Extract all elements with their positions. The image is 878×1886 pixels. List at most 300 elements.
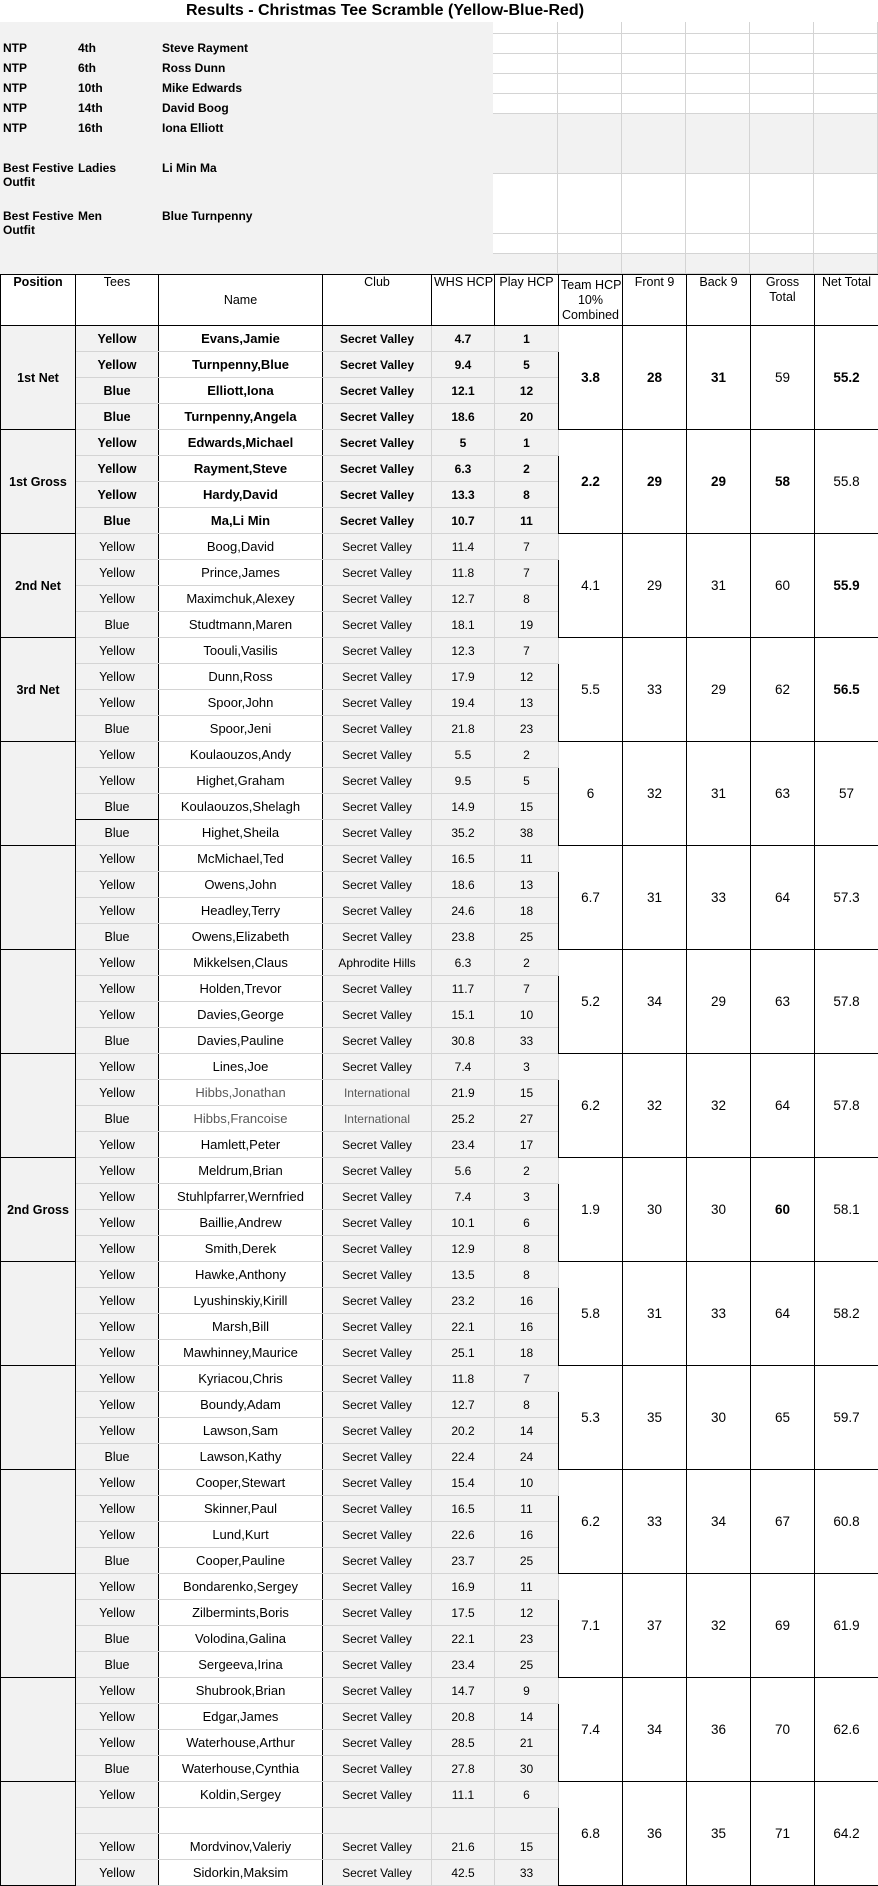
header-gross-total <box>751 275 815 326</box>
back9-cell: 35 <box>687 1782 751 1886</box>
results-table <box>0 274 878 1886</box>
whs-hcp-cell: 7.4 <box>432 1054 495 1080</box>
club-cell: Secret Valley <box>323 534 432 560</box>
club-cell: Secret Valley <box>323 716 432 742</box>
play-hcp-cell: 14 <box>495 1704 559 1730</box>
tee-cell: Yellow <box>76 872 159 898</box>
table-row <box>1 326 878 352</box>
position-cell <box>1 1366 76 1470</box>
club-cell: Secret Valley <box>323 1158 432 1184</box>
club-cell: Secret Valley <box>323 1470 432 1496</box>
club-cell: Aphrodite Hills <box>323 950 432 976</box>
play-hcp-cell: 3 <box>495 1054 559 1080</box>
net-total-cell: 64.2 <box>815 1782 878 1886</box>
back9-cell: 36 <box>687 1678 751 1782</box>
festive-label: Best Festive Outfit <box>3 209 74 237</box>
grid-cell <box>493 94 558 114</box>
table-row <box>1 846 878 872</box>
grid-cell <box>814 114 878 174</box>
back9-cell: 30 <box>687 1366 751 1470</box>
header-whs-hcp: WHS HCP <box>432 275 495 326</box>
tee-cell: Blue <box>76 1028 159 1054</box>
tee-cell: Yellow <box>76 482 159 508</box>
club-cell: Secret Valley <box>323 664 432 690</box>
club-cell: Secret Valley <box>323 1522 432 1548</box>
table-row <box>1 1574 878 1600</box>
player-name: Lines,Joe <box>159 1054 323 1080</box>
club-cell: Secret Valley <box>323 1834 432 1860</box>
club-cell: Secret Valley <box>323 1262 432 1288</box>
header-team-hcp-line1: Team HCP <box>561 277 622 292</box>
grid-cell <box>622 174 686 234</box>
back9-cell: 33 <box>687 846 751 950</box>
net-total-cell: 55.8 <box>815 430 878 534</box>
tee-cell: Yellow <box>76 326 159 352</box>
whs-hcp-cell: 11.8 <box>432 1366 495 1392</box>
ntp-hole: 4th <box>78 41 96 55</box>
ntp-hole: 10th <box>78 81 103 95</box>
ntp-label: NTP <box>3 61 27 75</box>
grid-cell <box>622 22 686 34</box>
team-hcp-cell: 7.4 <box>559 1678 623 1782</box>
play-hcp-cell: 1 <box>495 326 559 352</box>
player-name: Boundy,Adam <box>159 1392 323 1418</box>
tee-cell: Yellow <box>76 1236 159 1262</box>
player-name: Lawson,Kathy <box>159 1444 323 1470</box>
team-hcp-cell: 5.8 <box>559 1262 623 1366</box>
ntp-hole: 16th <box>78 121 103 135</box>
team-hcp-cell: 6.2 <box>559 1054 623 1158</box>
tee-cell: Yellow <box>76 768 159 794</box>
grid-cell <box>493 254 558 274</box>
player-name: Lund,Kurt <box>159 1522 323 1548</box>
grid-cell <box>750 174 814 234</box>
back9-cell: 29 <box>687 950 751 1054</box>
play-hcp-cell: 14 <box>495 1418 559 1444</box>
play-hcp-cell: 5 <box>495 768 559 794</box>
team-hcp-cell: 7.1 <box>559 1574 623 1678</box>
player-name: Cooper,Pauline <box>159 1548 323 1574</box>
play-hcp-cell: 12 <box>495 378 559 404</box>
whs-hcp-cell: 22.4 <box>432 1444 495 1470</box>
position-cell <box>1 742 76 846</box>
team-hcp-cell: 5.2 <box>559 950 623 1054</box>
player-name: Prince,James <box>159 560 323 586</box>
whs-hcp-cell: 27.8 <box>432 1756 495 1782</box>
whs-hcp-cell: 11.8 <box>432 560 495 586</box>
play-hcp-cell: 12 <box>495 1600 559 1626</box>
club-cell: Secret Valley <box>323 1730 432 1756</box>
tee-cell: Yellow <box>76 1834 159 1860</box>
club-cell: Secret Valley <box>323 1132 432 1158</box>
play-hcp-cell: 17 <box>495 1132 559 1158</box>
grid-cell <box>814 34 878 54</box>
whs-hcp-cell: 15.4 <box>432 1470 495 1496</box>
back9-cell: 32 <box>687 1054 751 1158</box>
player-name: Ma,Li Min <box>159 508 323 534</box>
grid-cell <box>622 114 686 174</box>
tee-cell: Yellow <box>76 352 159 378</box>
back9-cell: 32 <box>687 1574 751 1678</box>
gross-total-cell: 58 <box>751 430 815 534</box>
club-cell: Secret Valley <box>323 924 432 950</box>
gross-total-cell: 69 <box>751 1574 815 1678</box>
player-name: Rayment,Steve <box>159 456 323 482</box>
whs-hcp-cell: 19.4 <box>432 690 495 716</box>
festive-category: Ladies <box>78 161 117 175</box>
back9-cell: 29 <box>687 430 751 534</box>
club-cell: Secret Valley <box>323 482 432 508</box>
position-cell: 1st Net <box>1 326 76 430</box>
position-cell <box>1 1678 76 1782</box>
ntp-player: Steve Rayment <box>162 41 249 55</box>
player-name: Hibbs,Francoise <box>159 1106 323 1132</box>
club-cell: Secret Valley <box>323 1678 432 1704</box>
player-name <box>159 1808 323 1834</box>
club-cell: Secret Valley <box>323 742 432 768</box>
whs-hcp-cell: 14.9 <box>432 794 495 820</box>
position-cell <box>1 950 76 1054</box>
grid-cell <box>493 234 558 254</box>
club-cell: Secret Valley <box>323 846 432 872</box>
tee-cell: Blue <box>76 794 159 820</box>
position-cell <box>1 1262 76 1366</box>
net-total-cell: 60.8 <box>815 1470 878 1574</box>
back9-cell: 30 <box>687 1158 751 1262</box>
club-cell: International <box>323 1106 432 1132</box>
player-name: Edwards,Michael <box>159 430 323 456</box>
tee-cell: Blue <box>76 924 159 950</box>
whs-hcp-cell: 20.2 <box>432 1418 495 1444</box>
table-row <box>1 638 878 664</box>
whs-hcp-cell: 25.2 <box>432 1106 495 1132</box>
player-name: Owens,Elizabeth <box>159 924 323 950</box>
play-hcp-cell: 12 <box>495 664 559 690</box>
player-name: Mikkelsen,Claus <box>159 950 323 976</box>
player-name: Mordvinov,Valeriy <box>159 1834 323 1860</box>
player-name: Cooper,Stewart <box>159 1470 323 1496</box>
front9-cell: 30 <box>623 1158 687 1262</box>
grid-cell <box>750 74 814 94</box>
tee-cell: Yellow <box>76 1340 159 1366</box>
front9-cell: 29 <box>623 430 687 534</box>
tee-cell: Yellow <box>76 976 159 1002</box>
whs-hcp-cell: 20.8 <box>432 1704 495 1730</box>
whs-hcp-cell: 25.1 <box>432 1340 495 1366</box>
header-back9: Back 9 <box>687 275 751 326</box>
gross-total-cell: 64 <box>751 846 815 950</box>
play-hcp-cell: 7 <box>495 976 559 1002</box>
net-total-cell: 62.6 <box>815 1678 878 1782</box>
club-cell: Secret Valley <box>323 820 432 846</box>
tee-cell: Yellow <box>76 1366 159 1392</box>
grid-cell <box>558 22 622 34</box>
whs-hcp-cell: 15.1 <box>432 1002 495 1028</box>
player-name: Dunn,Ross <box>159 664 323 690</box>
whs-hcp-cell: 16.5 <box>432 846 495 872</box>
position-cell: 3rd Net <box>1 638 76 742</box>
club-cell: Secret Valley <box>323 1002 432 1028</box>
play-hcp-cell: 10 <box>495 1470 559 1496</box>
grid-cell <box>750 114 814 174</box>
whs-hcp-cell: 18.1 <box>432 612 495 638</box>
club-cell: Secret Valley <box>323 1184 432 1210</box>
gross-total-cell: 63 <box>751 950 815 1054</box>
gross-total-cell: 70 <box>751 1678 815 1782</box>
grid-cell <box>622 74 686 94</box>
whs-hcp-cell: 22.1 <box>432 1314 495 1340</box>
play-hcp-cell: 7 <box>495 560 559 586</box>
whs-hcp-cell: 12.1 <box>432 378 495 404</box>
play-hcp-cell: 8 <box>495 586 559 612</box>
player-name: Highet,Sheila <box>159 820 323 846</box>
whs-hcp-cell: 9.5 <box>432 768 495 794</box>
tee-cell: Yellow <box>76 1418 159 1444</box>
back9-cell: 29 <box>687 638 751 742</box>
play-hcp-cell: 6 <box>495 1782 559 1808</box>
play-hcp-cell <box>495 1808 559 1834</box>
grid-cell <box>686 34 750 54</box>
header-row <box>1 275 878 326</box>
club-cell: Secret Valley <box>323 794 432 820</box>
gross-total-cell: 64 <box>751 1054 815 1158</box>
club-cell: Secret Valley <box>323 1054 432 1080</box>
play-hcp-cell: 33 <box>495 1860 559 1886</box>
player-name: Davies,George <box>159 1002 323 1028</box>
play-hcp-cell: 16 <box>495 1522 559 1548</box>
play-hcp-cell: 16 <box>495 1288 559 1314</box>
ntp-player: David Boog <box>162 101 229 115</box>
tee-cell: Blue <box>76 820 159 846</box>
player-name: Hamlett,Peter <box>159 1132 323 1158</box>
grid-cell <box>814 54 878 74</box>
tee-cell: Yellow <box>76 742 159 768</box>
club-cell: Secret Valley <box>323 326 432 352</box>
grid-cell <box>493 34 558 54</box>
tee-cell: Yellow <box>76 950 159 976</box>
club-cell: Secret Valley <box>323 378 432 404</box>
whs-hcp-cell: 22.6 <box>432 1522 495 1548</box>
awards-panel <box>0 22 493 274</box>
grid-cell <box>814 234 878 254</box>
whs-hcp-cell: 5.5 <box>432 742 495 768</box>
gross-total-cell: 59 <box>751 326 815 430</box>
net-total-cell: 58.2 <box>815 1262 878 1366</box>
tee-cell <box>76 1808 159 1834</box>
play-hcp-cell: 11 <box>495 846 559 872</box>
play-hcp-cell: 24 <box>495 1444 559 1470</box>
whs-hcp-cell: 21.6 <box>432 1834 495 1860</box>
tee-cell: Yellow <box>76 1184 159 1210</box>
grid-cell <box>558 234 622 254</box>
grid-cell <box>558 54 622 74</box>
grid-cell <box>622 234 686 254</box>
whs-hcp-cell <box>432 1808 495 1834</box>
whs-hcp-cell: 23.7 <box>432 1548 495 1574</box>
position-cell: 2nd Gross <box>1 1158 76 1262</box>
front9-cell: 29 <box>623 534 687 638</box>
grid-cell <box>814 174 878 234</box>
net-total-cell: 56.5 <box>815 638 878 742</box>
front9-cell: 31 <box>623 846 687 950</box>
grid-cell <box>686 54 750 74</box>
whs-hcp-cell: 6.3 <box>432 456 495 482</box>
tee-cell: Yellow <box>76 560 159 586</box>
tee-cell: Yellow <box>76 1054 159 1080</box>
club-cell: Secret Valley <box>323 638 432 664</box>
tee-cell: Blue <box>76 612 159 638</box>
whs-hcp-cell: 16.9 <box>432 1574 495 1600</box>
gross-total-cell: 67 <box>751 1470 815 1574</box>
whs-hcp-cell: 9.4 <box>432 352 495 378</box>
player-name: Koldin,Sergey <box>159 1782 323 1808</box>
grid-cell <box>493 74 558 94</box>
festive-player: Blue Turnpenny <box>162 209 253 223</box>
play-hcp-cell: 11 <box>495 1496 559 1522</box>
grid-cell <box>558 34 622 54</box>
player-name: Studtmann,Maren <box>159 612 323 638</box>
play-hcp-cell: 19 <box>495 612 559 638</box>
player-name: Highet,Graham <box>159 768 323 794</box>
player-name: Smith,Derek <box>159 1236 323 1262</box>
whs-hcp-cell: 10.7 <box>432 508 495 534</box>
play-hcp-cell: 15 <box>495 1834 559 1860</box>
club-cell: Secret Valley <box>323 430 432 456</box>
front9-cell: 32 <box>623 1054 687 1158</box>
grid-cell <box>622 254 686 274</box>
festive-label: Best Festive Outfit <box>3 161 74 189</box>
player-name: Turnpenny,Angela <box>159 404 323 430</box>
grid-cell <box>750 94 814 114</box>
whs-hcp-cell: 6.3 <box>432 950 495 976</box>
results-body <box>1 326 878 1886</box>
net-total-cell: 57.3 <box>815 846 878 950</box>
player-name: Turnpenny,Blue <box>159 352 323 378</box>
player-name: Lyushinskiy,Kirill <box>159 1288 323 1314</box>
tee-cell: Yellow <box>76 430 159 456</box>
table-row <box>1 1054 878 1080</box>
player-name: Koulaouzos,Andy <box>159 742 323 768</box>
player-name: McMichael,Ted <box>159 846 323 872</box>
front9-cell: 32 <box>623 742 687 846</box>
table-row <box>1 1470 878 1496</box>
grid-cell <box>622 34 686 54</box>
tee-cell: Yellow <box>76 1080 159 1106</box>
table-row <box>1 1158 878 1184</box>
header-position: Position <box>1 275 76 326</box>
net-total-cell: 57 <box>815 742 878 846</box>
ntp-hole: 6th <box>78 61 96 75</box>
player-name: Waterhouse,Cynthia <box>159 1756 323 1782</box>
back9-cell: 31 <box>687 326 751 430</box>
play-hcp-cell: 30 <box>495 1756 559 1782</box>
gross-total-cell: 65 <box>751 1366 815 1470</box>
player-name: Baillie,Andrew <box>159 1210 323 1236</box>
whs-hcp-cell: 21.9 <box>432 1080 495 1106</box>
club-cell: Secret Valley <box>323 1548 432 1574</box>
whs-hcp-cell: 23.8 <box>432 924 495 950</box>
ntp-player: Mike Edwards <box>162 81 243 95</box>
grid-cell <box>686 174 750 234</box>
ntp-label: NTP <box>3 81 27 95</box>
play-hcp-cell: 2 <box>495 742 559 768</box>
whs-hcp-cell: 42.5 <box>432 1860 495 1886</box>
net-total-cell: 58.1 <box>815 1158 878 1262</box>
player-name: Evans,Jamie <box>159 326 323 352</box>
gross-total-cell: 62 <box>751 638 815 742</box>
play-hcp-cell: 2 <box>495 1158 559 1184</box>
play-hcp-cell: 11 <box>495 1574 559 1600</box>
grid-cell <box>686 74 750 94</box>
tee-cell: Blue <box>76 716 159 742</box>
tee-cell: Yellow <box>76 1210 159 1236</box>
player-name: Mawhinney,Maurice <box>159 1340 323 1366</box>
club-cell: Secret Valley <box>323 1314 432 1340</box>
whs-hcp-cell: 18.6 <box>432 872 495 898</box>
play-hcp-cell: 1 <box>495 430 559 456</box>
front9-cell: 34 <box>623 950 687 1054</box>
tee-cell: Blue <box>76 508 159 534</box>
grid-cell <box>622 54 686 74</box>
play-hcp-cell: 25 <box>495 924 559 950</box>
player-name: Stuhlpfarrer,Wernfried <box>159 1184 323 1210</box>
table-row <box>1 534 878 560</box>
tee-cell: Blue <box>76 1756 159 1782</box>
header-tees: Tees <box>76 275 159 326</box>
tee-cell: Yellow <box>76 1782 159 1808</box>
club-cell: Secret Valley <box>323 768 432 794</box>
player-name: Kyriacou,Chris <box>159 1366 323 1392</box>
team-hcp-cell: 2.2 <box>559 430 623 534</box>
play-hcp-cell: 15 <box>495 794 559 820</box>
player-name: Waterhouse,Arthur <box>159 1730 323 1756</box>
tee-cell: Blue <box>76 378 159 404</box>
club-cell: International <box>323 1080 432 1106</box>
tee-cell: Blue <box>76 1626 159 1652</box>
player-name: Boog,David <box>159 534 323 560</box>
header-gross-line2: Total <box>769 290 796 304</box>
festive-category: Men <box>78 209 102 223</box>
tee-cell: Yellow <box>76 1860 159 1886</box>
tee-cell: Yellow <box>76 1678 159 1704</box>
header-net-total: Net Total <box>815 275 878 326</box>
ntp-hole: 14th <box>78 101 103 115</box>
ntp-player: Iona Elliott <box>162 121 224 135</box>
grid-cell <box>558 254 622 274</box>
header-gross-line1: Gross <box>765 275 800 289</box>
play-hcp-cell: 8 <box>495 1262 559 1288</box>
header-team-hcp-line3: Combined <box>562 307 619 322</box>
back9-cell: 31 <box>687 742 751 846</box>
play-hcp-cell: 21 <box>495 1730 559 1756</box>
whs-hcp-cell: 28.5 <box>432 1730 495 1756</box>
whs-hcp-cell: 5 <box>432 430 495 456</box>
tee-cell: Yellow <box>76 1002 159 1028</box>
whs-hcp-cell: 11.7 <box>432 976 495 1002</box>
player-name: Elliott,Iona <box>159 378 323 404</box>
player-name: Maximchuk,Alexey <box>159 586 323 612</box>
whs-hcp-cell: 17.5 <box>432 1600 495 1626</box>
club-cell: Secret Valley <box>323 1392 432 1418</box>
club-cell: Secret Valley <box>323 872 432 898</box>
grid-cell <box>814 74 878 94</box>
club-cell: Secret Valley <box>323 1028 432 1054</box>
club-cell: Secret Valley <box>323 690 432 716</box>
table-row <box>1 1262 878 1288</box>
net-total-cell: 59.7 <box>815 1366 878 1470</box>
club-cell: Secret Valley <box>323 1652 432 1678</box>
ntp-label: NTP <box>3 121 27 135</box>
